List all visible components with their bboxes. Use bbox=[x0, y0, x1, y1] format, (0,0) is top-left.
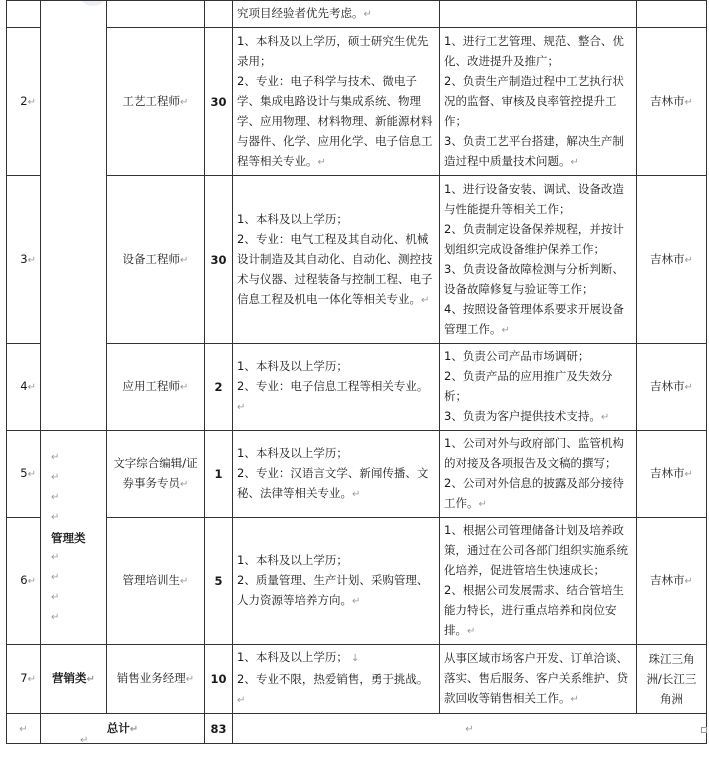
duties: 1、根据公司管理储备计划及培养政策，通过在公司各部门组织实施系统化培养，促进管培生快速成长； 2、根据公司发展需求、结合管培生能力特长，进行重点培养和岗位安排。↵ bbox=[440, 518, 637, 645]
requirements: 1、本科及以上学历； 2、专业：电子信息工程等相关专业。↵ bbox=[233, 344, 440, 431]
row-number: 4↵ bbox=[7, 344, 41, 431]
row-number: 3↵ bbox=[7, 176, 41, 344]
job-table bbox=[6, 0, 707, 744]
job-title: 文字综合编辑/证券事务专员↵ bbox=[107, 431, 205, 518]
requirements: 1、本科及以上学历，硕士研究生优先录用； 2、专业：电子科学与技术、微电子学、集成电路设计与集成系统、物理学、应用物理、材料物理、新能源材料与器件、化学、应用化学、电子信息工程等相关专业。↵ bbox=[233, 28, 440, 176]
location: 吉林市↵ bbox=[637, 518, 707, 645]
total-count: 83 bbox=[205, 714, 233, 744]
headcount: 2 bbox=[205, 344, 233, 431]
table-row bbox=[7, 28, 707, 176]
job-title: 销售业务经理↵ bbox=[107, 645, 205, 714]
headcount: 5 bbox=[205, 518, 233, 645]
location: 吉林市↵ bbox=[637, 28, 707, 176]
location: 吉林市↵ bbox=[637, 176, 707, 344]
row-number: 6↵ bbox=[7, 518, 41, 645]
job-title: 应用工程师↵ bbox=[107, 344, 205, 431]
headcount: 1 bbox=[205, 431, 233, 518]
table-row bbox=[7, 431, 707, 518]
table-row-continuation bbox=[7, 1, 707, 28]
duties: 1、负责公司产品市场调研； 2、负责产品的应用推广及失效分析； 3、负责为客户提供技术支持。↵ bbox=[440, 344, 637, 431]
trailing-paragraph-mark: ↵ bbox=[80, 735, 89, 746]
table-row bbox=[7, 645, 707, 714]
job-title: 工艺工程师↵ bbox=[107, 28, 205, 176]
category-management: ↵ ↵ ↵ ↵ 管理类 ↵ ↵ ↵ ↵ bbox=[41, 431, 107, 645]
page-corner-marker bbox=[701, 727, 707, 733]
row-number: 7↵ bbox=[7, 645, 41, 714]
headcount: 30 bbox=[205, 28, 233, 176]
table-row bbox=[7, 176, 707, 344]
row-number: 2↵ bbox=[7, 28, 41, 176]
total-label: 总计↵ bbox=[41, 714, 205, 744]
requirements: 1、本科及以上学历； ↓ 2、专业不限，热爱销售，勇于挑战。↵ bbox=[233, 645, 440, 714]
row-number: 5↵ bbox=[7, 431, 41, 518]
job-title: 管理培训生↵ bbox=[107, 518, 205, 645]
category-sales: 营销类↵ bbox=[41, 645, 107, 714]
requirements: 1、本科及以上学历； 2、质量管理、生产计划、采购管理、人力资源等培养方向。↵ bbox=[233, 518, 440, 645]
category-label: 管理类 bbox=[51, 530, 86, 545]
headcount: 30 bbox=[205, 176, 233, 344]
total-remark: ↵ bbox=[233, 714, 707, 744]
duties: 1、进行工艺管理、规范、整合、优化、改进提升及推广； 2、负责生产制造过程中工艺执行状况的监督、审核及良率管控提升工作； 3、负责工艺平台搭建，解决生产制造过程中质量技术问题。↵ bbox=[440, 28, 637, 176]
requirements: 1、本科及以上学历； 2、专业：汉语言文学、新闻传播、文秘、法律等相关专业。↵ bbox=[233, 431, 440, 518]
location: 吉林市↵ bbox=[637, 344, 707, 431]
location: 珠江三角洲/长江三角洲 bbox=[637, 645, 707, 714]
headcount: 10 bbox=[205, 645, 233, 714]
continuation-text: 究项目经验者优先考虑。↵ bbox=[233, 1, 440, 28]
table-row bbox=[7, 344, 707, 431]
duties: 从事区域市场客户开发、订单洽谈、落实、售后服务、客户关系维护、贷款回收等销售相关工作。↵ bbox=[440, 645, 637, 714]
duties: 1、进行设备安装、调试、设备改造与性能提升等相关工作； 2、负责制定设备保养规程，并按计划组织完成设备维护保养工作； 3、负责设备故障检测与分析判断、设备故障修复与验证等工作； 4、按照设备管理体系要求开展设备管理工作。↵ bbox=[440, 176, 637, 344]
table-row-total bbox=[7, 714, 707, 744]
requirements: 1、本科及以上学历； 2、专业：电气工程及其自动化、机械设计制造及其自动化、自动化、测控技术与仪器、过程装备与控制工程、电子信息工程及机电一体化等相关专业。↵ bbox=[233, 176, 440, 344]
job-title: 设备工程师↵ bbox=[107, 176, 205, 344]
table-row bbox=[7, 518, 707, 645]
location: 吉林市↵ bbox=[637, 431, 707, 518]
duties: 1、公司对外与政府部门、监管机构的对接及各项报告及文稿的撰写； 2、公司对外信息的披露及部分接待工作。↵ bbox=[440, 431, 637, 518]
total-blank: ↵ bbox=[7, 714, 41, 744]
